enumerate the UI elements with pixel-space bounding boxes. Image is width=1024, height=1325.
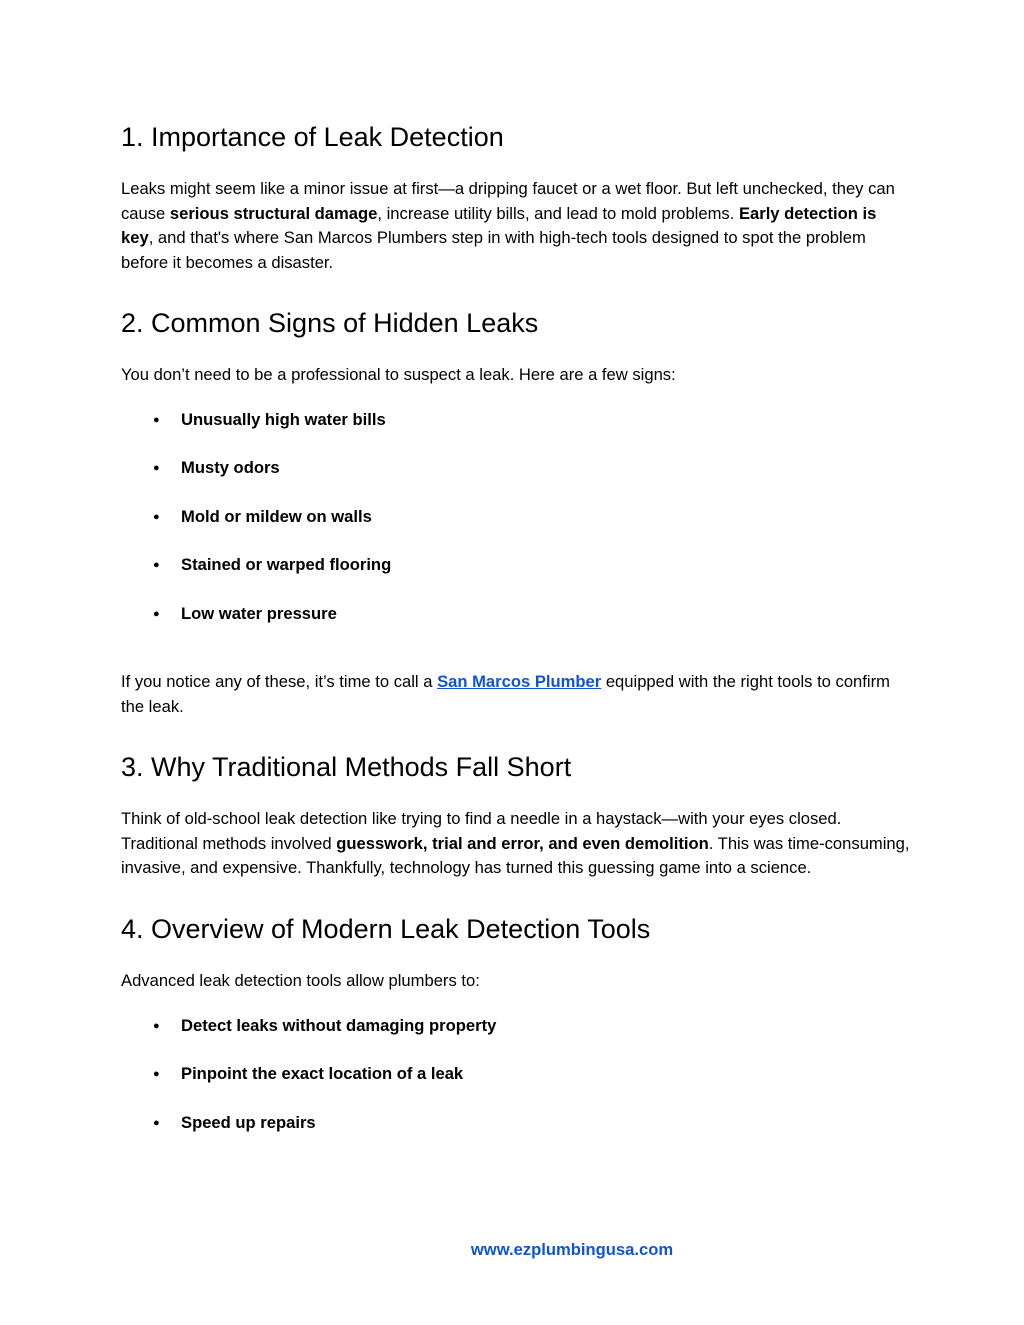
text-run: , and that's where San Marcos Plumbers step in with high-tech tools designed to spot the problem before it becomes a disaster. xyxy=(121,228,866,272)
footer-url: www.ezplumbingusa.com xyxy=(470,1240,674,1259)
list-item-text: Unusually high water bills xyxy=(181,409,386,429)
bullet-icon: ● xyxy=(153,1019,160,1032)
text-run: . This was time-consuming, invasive, and expensive. Thankfully, technology has turned this guessing game into a science. xyxy=(121,833,910,878)
list-item xyxy=(121,1062,911,1086)
paragraph-traditional xyxy=(121,807,911,881)
list-item-text: Pinpoint the exact location of a leak xyxy=(181,1064,464,1084)
bold-run: Early detection is key xyxy=(121,203,877,248)
document-body xyxy=(121,118,911,1135)
list-item xyxy=(121,1111,911,1135)
list-item xyxy=(121,505,911,529)
text-run: , increase utility bills, and lead to mold problems. xyxy=(377,203,739,223)
list-item-text: Musty odors xyxy=(181,458,280,478)
heading-importance-of-leak-detection: 1. Importance of Leak Detection xyxy=(121,122,504,152)
tools-list xyxy=(121,1014,911,1135)
list-item xyxy=(121,553,911,577)
list-item-text: Mold or mildew on walls xyxy=(181,506,372,526)
list-item xyxy=(121,408,911,432)
list-item xyxy=(121,456,911,480)
bullet-icon: ● xyxy=(153,607,160,620)
list-item-text: Speed up repairs xyxy=(181,1112,316,1132)
paragraph-signs-outro xyxy=(121,670,911,719)
page-footer xyxy=(0,1240,1024,1260)
bullet-icon: ● xyxy=(153,413,160,426)
text-run: Think of old-school leak detection like trying to find a needle in a haystack—with your eyes closed. Traditional methods involved xyxy=(121,809,842,853)
bold-run: guesswork, trial and error, and even demolition xyxy=(336,833,709,853)
list-item-text: Detect leaks without damaging property xyxy=(181,1015,497,1035)
list-item-text: Stained or warped flooring xyxy=(181,555,392,575)
signs-list xyxy=(121,408,911,626)
san-marcos-plumber-link[interactable]: San Marcos Plumber xyxy=(437,671,602,691)
bullet-icon: ● xyxy=(153,510,160,523)
bullet-icon: ● xyxy=(153,1116,160,1129)
list-item xyxy=(121,1014,911,1038)
text-run: If you notice any of these, it’s time to call a xyxy=(121,671,438,691)
bullet-icon: ● xyxy=(153,462,160,475)
text-run: equipped with the right tools to confirm the leak. xyxy=(121,671,890,716)
heading-traditional-methods: 3. Why Traditional Methods Fall Short xyxy=(121,752,572,783)
paragraph-importance xyxy=(121,177,911,275)
bullet-icon: ● xyxy=(153,1068,160,1081)
paragraph-signs-intro: You don’t need to be a professional to suspect a leak. Here are a few signs: xyxy=(121,365,676,385)
heading-common-signs: 2. Common Signs of Hidden Leaks xyxy=(121,308,539,339)
bold-run: serious structural damage xyxy=(169,203,378,223)
list-item-text: Low water pressure xyxy=(181,603,337,623)
text-run: Leaks might seem like a minor issue at first—a dripping faucet or a wet floor. But left unchecked, they can cause xyxy=(121,179,895,223)
bullet-icon: ● xyxy=(153,559,160,572)
heading-modern-tools: 4. Overview of Modern Leak Detection Tools xyxy=(121,913,651,944)
paragraph-tools-intro: Advanced leak detection tools allow plumbers to: xyxy=(121,970,480,990)
list-item xyxy=(121,602,911,626)
